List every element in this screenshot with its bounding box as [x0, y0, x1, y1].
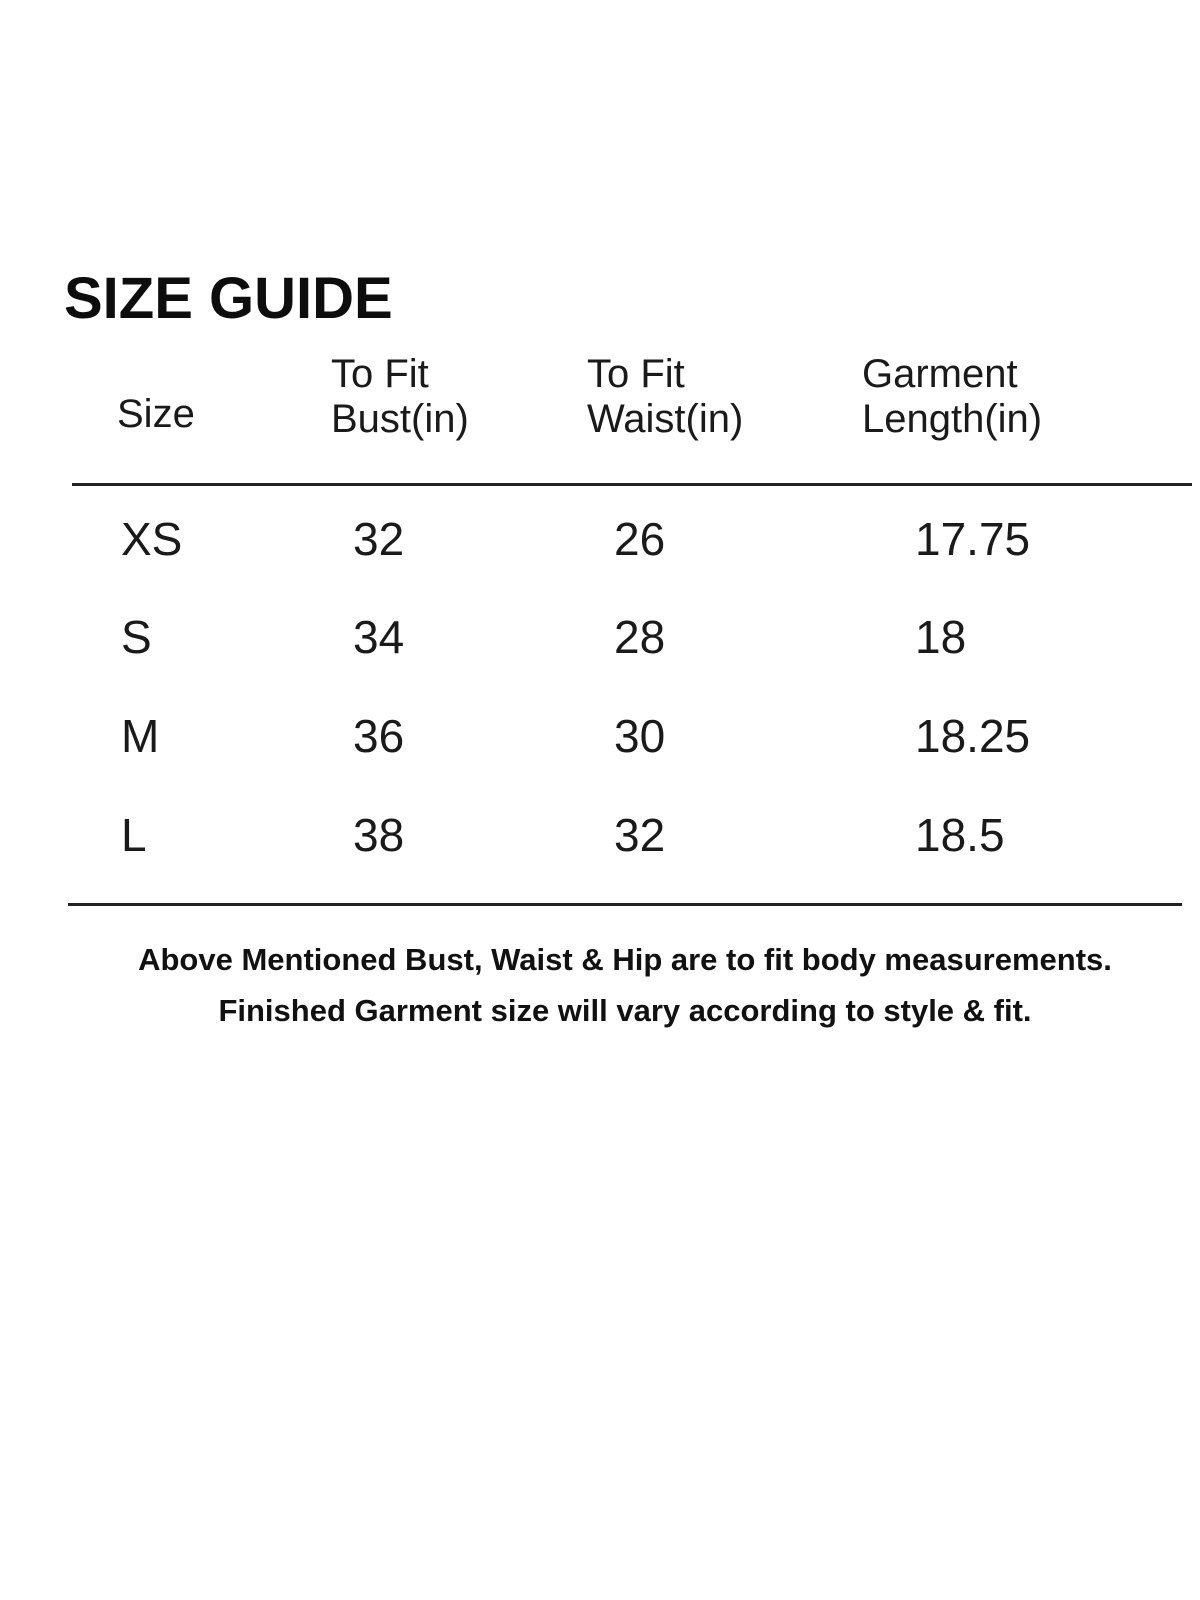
table-row — [0, 706, 1200, 766]
cell-waist: 26 — [614, 513, 666, 565]
cell-size: XS — [121, 513, 183, 565]
column-header-bust — [331, 352, 469, 442]
column-header-size-label: Size — [117, 392, 195, 436]
table-bottom-divider — [68, 903, 1182, 906]
footnote-finished-size: Finished Garment size will vary according to style & fit. — [218, 993, 1032, 1028]
header-divider — [72, 483, 1192, 486]
cell-bust: 36 — [353, 710, 405, 762]
cell-size: M — [121, 710, 160, 762]
column-header-length-line-1: Garment — [862, 352, 1018, 396]
table-row — [0, 509, 1200, 569]
column-header-bust-line-2: Bust(in) — [331, 397, 469, 441]
column-header-waist — [587, 352, 743, 442]
cell-length: 18 — [915, 611, 967, 663]
footnote-measurements: Above Mentioned Bust, Waist & Hip are to fit body measurements. — [138, 942, 1112, 977]
page-title: SIZE GUIDE — [64, 266, 393, 331]
cell-bust: 34 — [353, 611, 405, 663]
column-header-waist-line-1: To Fit — [587, 352, 685, 396]
column-header-length-line-2: Length(in) — [862, 397, 1043, 441]
table-row — [0, 607, 1200, 667]
column-header-waist-line-2: Waist(in) — [587, 397, 744, 441]
cell-bust: 38 — [353, 809, 405, 861]
table-row — [0, 805, 1200, 865]
cell-waist: 32 — [614, 809, 666, 861]
cell-length: 18.5 — [915, 809, 1005, 861]
cell-length: 18.25 — [915, 710, 1031, 762]
column-header-bust-line-1: To Fit — [331, 352, 429, 396]
cell-size: S — [121, 611, 152, 663]
cell-length: 17.75 — [915, 513, 1031, 565]
column-header-length — [862, 352, 1042, 442]
cell-bust: 32 — [353, 513, 405, 565]
column-header-size — [117, 392, 195, 437]
cell-waist: 30 — [614, 710, 666, 762]
cell-waist: 28 — [614, 611, 666, 663]
cell-size: L — [121, 809, 147, 861]
